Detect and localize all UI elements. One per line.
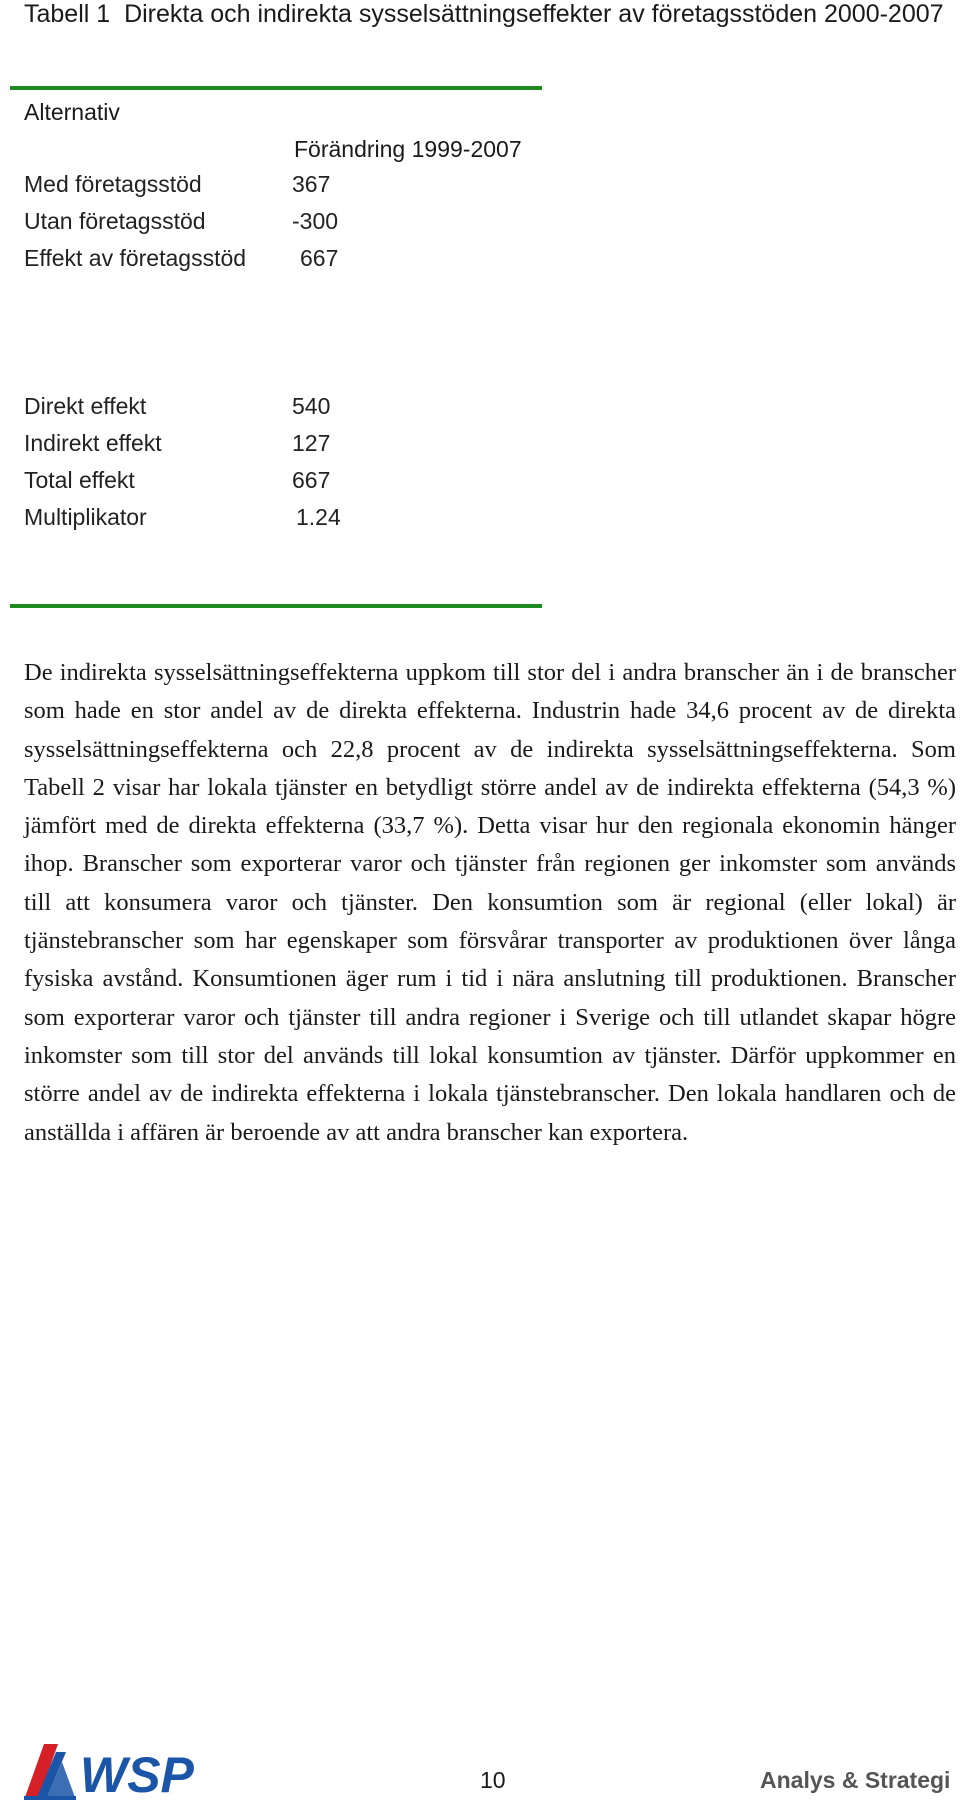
wsp-logo — [22, 1740, 218, 1802]
row-value: 367 — [292, 171, 331, 197]
row-value: 127 — [292, 430, 331, 456]
page-number: 10 — [480, 1767, 506, 1793]
logo-mark-icon — [24, 1744, 76, 1800]
row-label: Direkt effekt — [24, 393, 147, 419]
row-label: Multiplikator — [24, 504, 147, 530]
row-value: 540 — [292, 393, 331, 419]
row-label: Effekt av företagsstöd — [24, 245, 247, 271]
row-value: 667 — [292, 467, 331, 493]
logo-wordmark: WSP — [80, 1747, 194, 1802]
table-caption-number: Tabell 1 — [24, 0, 111, 28]
body-paragraph: De indirekta sysselsättningseffekterna uppkom till stor del i andra branscher än i de branscher som hade en stor andel av de direkta effekterna. Industrin hade 34,6 procent av de direkta sysselsättningseffekterna och 22,8 procent av de indirekta sysselsättningseffekterna. Som Tabell 2 visar har lokala tjänster en betydligt större andel av de indirekta effekterna (54,3 %) jämfört med de direkta effekterna (33,7 %). Detta visar hur den regionala ekonomin hänger ihop. Branscher som exporterar varor och tjänster från regionen ger inkomster som används till att konsumera varor och tjänster. Den konsumtion som är regional (eller lokal) är tjänstebranscher som har egenskaper som försvårar transporter av produktionen över långa fysiska avstånd. Konsumtionen äger rum i tid i nära anslutning till produktionen. Branscher som exporterar varor och tjänster till andra regioner i Sverige och till utlandet skapar högre inkomster som till stor del används till lokal konsumtion av tjänster. Därför uppkommer en större andel av de indirekta effekterna i lokala tjänstebranscher. Den lokala handlaren och de anställda i affären är beroende av att andra branscher kan exportera. — [24, 659, 956, 1146]
table-column-header: Förändring 1999-2007 — [294, 136, 522, 162]
row-label: Indirekt effekt — [24, 430, 162, 456]
row-label: Utan företagsstöd — [24, 208, 206, 234]
table-bottom-rule — [10, 604, 542, 608]
table-top-rule — [10, 86, 542, 90]
table-caption — [24, 0, 954, 29]
row-value: -300 — [292, 208, 339, 234]
row-label: Med företagsstöd — [24, 171, 202, 197]
row-value: 1.24 — [296, 504, 341, 530]
row-label: Total effekt — [24, 467, 135, 493]
row-value: 667 — [300, 245, 339, 271]
table-header-label: Alternativ — [24, 99, 120, 125]
footer-brand-text: Analys & Strategi — [760, 1767, 951, 1793]
table-caption-text: Direkta och indirekta sysselsättningseffekter av företagsstöden 2000-2007 — [124, 0, 944, 28]
